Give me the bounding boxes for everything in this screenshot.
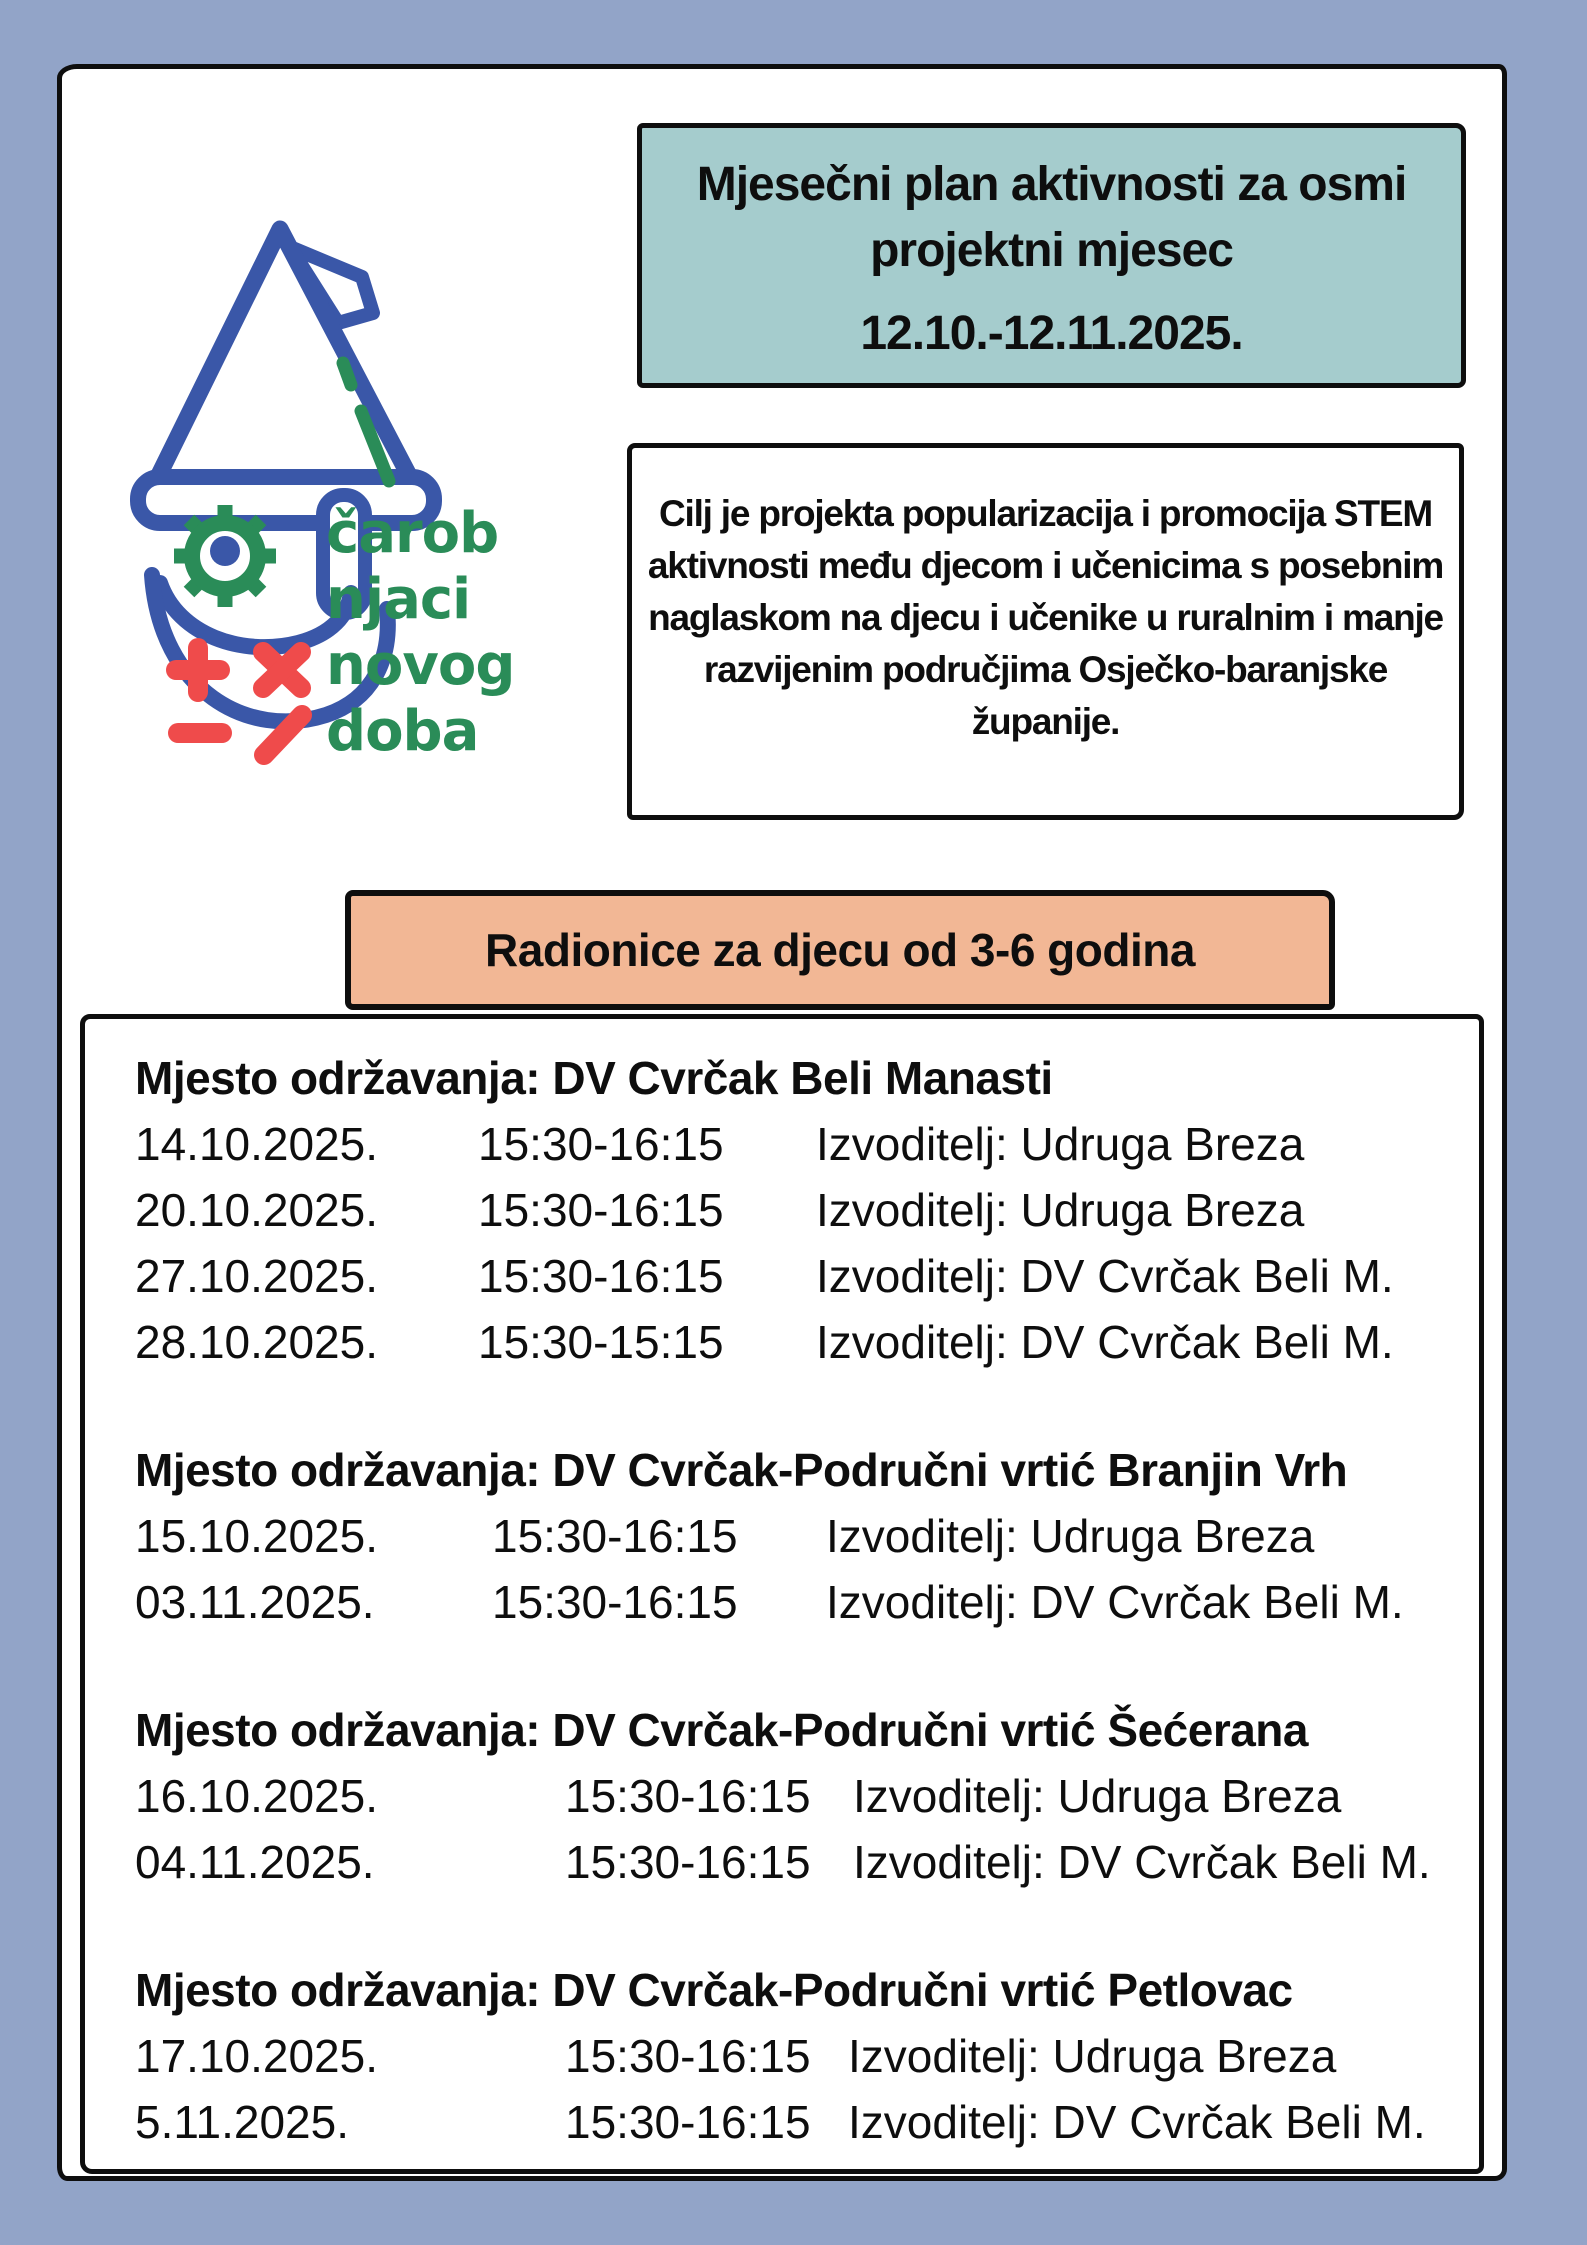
gear-icon: [174, 505, 276, 607]
schedule-row: [135, 1111, 1479, 1177]
session-organizer: Izvoditelj: Udruga Breza: [826, 1510, 1315, 1562]
session-time: 15:30-15:15: [478, 1316, 724, 1368]
session-organizer: Izvoditelj: DV Cvrčak Beli M.: [826, 1576, 1404, 1628]
session-time: 15:30-16:15: [565, 2030, 811, 2082]
project-goal-box: [627, 443, 1464, 820]
poster-page: [57, 64, 1507, 2181]
session-time: 15:30-16:15: [478, 1118, 724, 1170]
schedule-row: [135, 1177, 1479, 1243]
session-organizer: Izvoditelj: DV Cvrčak Beli M.: [816, 1250, 1394, 1302]
session-organizer: Izvoditelj: DV Cvrčak Beli M.: [816, 1316, 1394, 1368]
session-time: 15:30-16:15: [478, 1250, 724, 1302]
session-organizer: Izvoditelj: Udruga Breza: [853, 1770, 1342, 1822]
session-date: 17.10.2025.: [135, 2030, 379, 2082]
session-date: 14.10.2025.: [135, 1118, 379, 1170]
session-organizer: Izvoditelj: DV Cvrčak Beli M.: [853, 1836, 1431, 1888]
session-time: 15:30-16:15: [478, 1184, 724, 1236]
carobnjaci-logo: [130, 195, 590, 815]
math-symbols: [176, 648, 302, 755]
session-date: 27.10.2025.: [135, 1250, 379, 1302]
project-goal-text: Cilj je projekta popularizacija i promocija STEM aktivnosti među djecom i učenicima s posebnim naglaskom na djecu i učenike u ruralnim i manje razvijenim područjima Osječko-baranjske županije.: [647, 493, 1444, 742]
venue-heading: Mjesto održavanja: DV Cvrčak-Područni vrtić Branjin Vrh: [135, 1444, 1348, 1496]
venue-heading: Mjesto održavanja: DV Cvrčak Beli Manasti: [135, 1052, 1053, 1104]
venue-heading: Mjesto održavanja: DV Cvrčak-Područni vrtić Šećerana: [135, 1704, 1308, 1756]
schedule-row: [135, 1763, 1479, 1829]
session-date: 03.11.2025.: [135, 1576, 375, 1628]
session-date: 04.11.2025.: [135, 1836, 375, 1888]
schedule-section-branjin-vrh: [135, 1437, 1479, 1635]
logo-wordmark: [326, 501, 514, 765]
schedule-row: [135, 1829, 1479, 1895]
session-date: 28.10.2025.: [135, 1316, 379, 1368]
session-time: 15:30-16:15: [492, 1576, 738, 1628]
session-time: 15:30-16:15: [492, 1510, 738, 1562]
session-date: 5.11.2025.: [135, 2096, 350, 2148]
schedule-box: [80, 1014, 1484, 2174]
schedule-row: [135, 1309, 1479, 1375]
session-time: 15:30-16:15: [565, 2096, 811, 2148]
session-organizer: Izvoditelj: Udruga Breza: [816, 1118, 1305, 1170]
schedule-row: [135, 2089, 1479, 2155]
schedule-section-secerana: [135, 1697, 1479, 1895]
session-time: 15:30-16:15: [565, 1836, 811, 1888]
logo-wordmark-line: njaci: [326, 567, 471, 632]
plan-date-range: 12.10.-12.11.2025.: [860, 307, 1243, 360]
schedule-section-petlovac: [135, 1957, 1479, 2155]
venue-heading: Mjesto održavanja: DV Cvrčak-Područni vrtić Petlovac: [135, 1964, 1293, 2016]
schedule-row: [135, 2023, 1479, 2089]
session-date: 16.10.2025.: [135, 1770, 379, 1822]
workshops-banner-label: Radionice za djecu od 3-6 godina: [485, 924, 1195, 976]
session-time: 15:30-16:15: [565, 1770, 811, 1822]
session-date: 15.10.2025.: [135, 1510, 379, 1562]
plan-title: Mjesečni plan aktivnosti za osmi projektni mjesec: [696, 158, 1407, 277]
session-date: 20.10.2025.: [135, 1184, 379, 1236]
session-organizer: Izvoditelj: DV Cvrčak Beli M.: [848, 2096, 1426, 2148]
multiply-icon: [263, 652, 301, 688]
logo-wordmark-line: novog: [326, 633, 515, 698]
schedule-row: [135, 1503, 1479, 1569]
session-organizer: Izvoditelj: Udruga Breza: [848, 2030, 1337, 2082]
workshops-banner: [345, 890, 1335, 1010]
schedule-row: [135, 1569, 1479, 1635]
sparkle-dash-icon: [343, 363, 351, 385]
schedule-row: [135, 1243, 1479, 1309]
plan-title-box: [637, 123, 1466, 388]
schedule-section-beli-manastir: [135, 1045, 1479, 1375]
logo-wordmark-line: čarob: [326, 501, 499, 566]
session-organizer: Izvoditelj: Udruga Breza: [816, 1184, 1305, 1236]
logo-wordmark-line: doba: [326, 699, 479, 764]
